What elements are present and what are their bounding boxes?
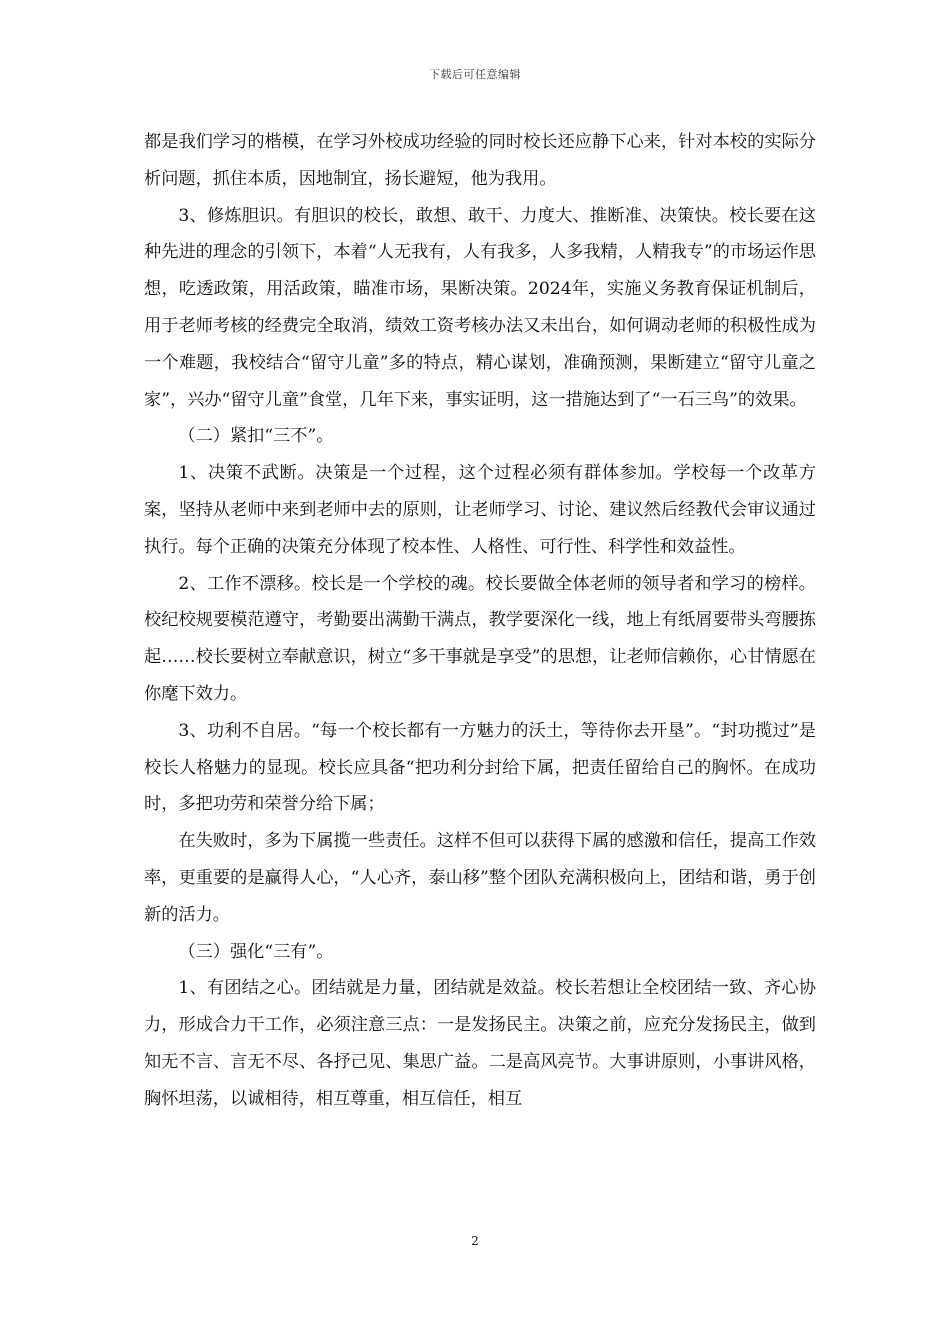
paragraph-credit: 3、功利不自居。“每一个校长都有一方魅力的沃土，等待你去开垦”。“封功揽过”是校长人格魅力的显现。校长应具备“把功利分封给下属，把责任留给自己的胸怀。在成功时，多把功劳和荣誉分给下属； [144, 720, 816, 815]
document-body [144, 124, 816, 1118]
paragraph-courage: 3、修炼胆识。有胆识的校长，敢想、敢干、力度大、推断准、决策快。校长要在这种先进的理念的引领下，本着“人无我有，人有我多，人多我精，人精我专”的市场运作思想，吃透政策，用活政策，瞄准市场，果断决策。2024年，实施义务教育保证机制后，用于老师考核的经费完全取消，绩效工资考核办法又未出台，如何调动老师的积极性成为一个难题，我校结合“留守儿童”多的特点，精心谋划，准确预测，果断建立“留守儿童之家”，兴办“留守儿童”食堂，几年下来，事实证明，这一措施达到了“一石三鸟”的效果。 [144, 205, 816, 410]
page-number: 2 [471, 1234, 479, 1248]
paragraph-failure: 在失败时，多为下属揽一些责任。这样不但可以获得下属的感激和信任，提高工作效率，更重要的是赢得人心，“人心齐，泰山移”整个团队充满积极向上，团结和谐，勇于创新的活力。 [144, 831, 816, 925]
page-header-note: 下载后可任意编辑 [429, 68, 521, 81]
section-heading-three: （三）强化“三有”。 [178, 941, 334, 962]
section-heading-two: （二）紧扣“三不”。 [178, 426, 334, 447]
paragraph-unity: 1、有团结之心。团结就是力量，团结就是效益。校长若想让全校团结一致、齐心协力，形成合力干工作，必须注意三点：一是发扬民主。决策之前，应充分发扬民主，做到知无不言、言无不尽、各抒己见、集思广益。二是高风亮节。大事讲原则，小事讲风格，胸怀坦荡，以诚相待，相互尊重，相互信任，相互 [144, 978, 816, 1109]
paragraph-decision: 1、决策不武断。决策是一个过程，这个过程必须有群体参加。学校每一个改革方案，坚持从老师中来到老师中去的原则，让老师学习、讨论、建议然后经教代会审议通过执行。每个正确的决策充分体现了校本性、人格性、可行性、科学性和效益性。 [144, 463, 816, 557]
paragraph-work: 2、工作不漂移。校长是一个学校的魂。校长要做全体老师的领导者和学习的榜样。校纪校规要模范遵守，考勤要出满勤干满点，教学要深化一线，地上有纸屑要带头弯腰拣起……校长要树立奉献意识，树立“多干事就是享受”的思想，让老师信赖你，心甘情愿在你麾下效力。 [144, 573, 816, 704]
paragraph-continued: 都是我们学习的楷模，在学习外校成功经验的同时校长还应静下心来，针对本校的实际分析问题，抓住本质，因地制宜，扬长避短，他为我用。 [144, 132, 816, 189]
